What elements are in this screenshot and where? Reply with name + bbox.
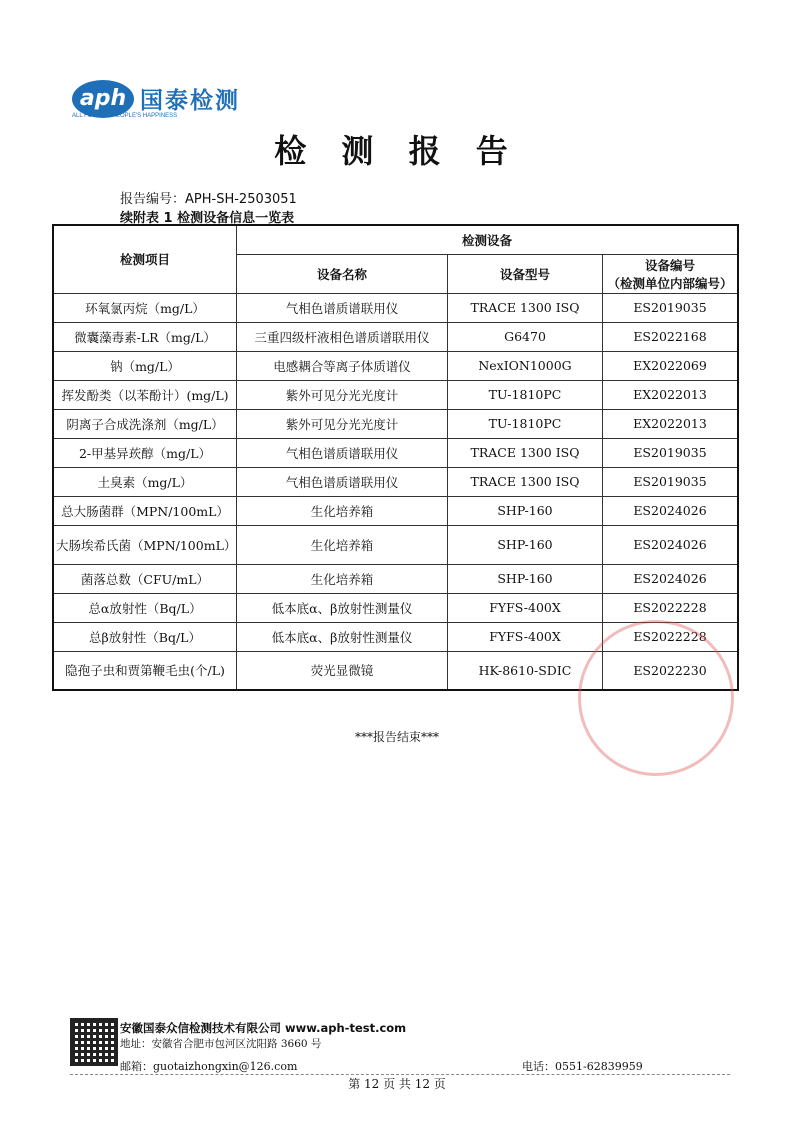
header-name: 设备名称 — [237, 254, 448, 293]
cell-code: ES2024026 — [603, 564, 739, 593]
table-row — [53, 293, 738, 322]
cell-code: EX2022069 — [603, 351, 739, 380]
cell-item: 阴离子合成洗涤剂（mg/L） — [53, 409, 237, 438]
cell-model: TRACE 1300 ISQ — [448, 438, 603, 467]
cell-name: 低本底α、β放射性测量仪 — [237, 622, 448, 651]
table-row — [53, 322, 738, 351]
table-row — [53, 380, 738, 409]
cell-code: EX2022013 — [603, 409, 739, 438]
cell-code: EX2022013 — [603, 380, 739, 409]
equipment-table — [52, 224, 739, 691]
table-row — [53, 564, 738, 593]
cell-code: ES2019035 — [603, 293, 739, 322]
header-equipment: 检测设备 — [237, 225, 739, 254]
cell-name: 三重四级杆液相色谱质谱联用仪 — [237, 322, 448, 351]
cell-item: 挥发酚类（以苯酚计）(mg/L) — [53, 380, 237, 409]
footer-phone: 电话：0551-62839959 — [522, 1060, 643, 1073]
cell-name: 气相色谱质谱联用仪 — [237, 293, 448, 322]
header-code — [603, 254, 739, 293]
cell-code: ES2019035 — [603, 467, 739, 496]
footer-address: 地址：安徽省合肥市包河区沈阳路 3660 号 — [120, 1038, 322, 1050]
cell-item: 大肠埃希氏菌（MPN/100mL） — [53, 525, 237, 564]
header-model: 设备型号 — [448, 254, 603, 293]
report-number: 报告编号：APH-SH-2503051 — [120, 192, 297, 207]
page-number: 第 12 页 共 12 页 — [348, 1077, 446, 1091]
footer-email: 邮箱：guotaizhongxin@126.com — [120, 1060, 298, 1073]
report-end-note: ***报告结束*** — [354, 730, 439, 744]
page-footer — [70, 1018, 730, 1078]
cell-item: 2-甲基异莰醇（mg/L） — [53, 438, 237, 467]
header-row-top — [53, 225, 738, 254]
cell-item: 菌落总数（CFU/mL） — [53, 564, 237, 593]
cell-name: 紫外可见分光光度计 — [237, 409, 448, 438]
footer-company: 安徽国泰众信检测技术有限公司 www.aph-test.com — [120, 1021, 407, 1035]
table-header — [53, 225, 738, 293]
table-caption: 续附表 1 检测设备信息一览表 — [120, 211, 295, 226]
cell-code: ES2022168 — [603, 322, 739, 351]
cell-model: TRACE 1300 ISQ — [448, 467, 603, 496]
cell-name: 气相色谱质谱联用仪 — [237, 438, 448, 467]
cell-name: 电感耦合等离子体质谱仪 — [237, 351, 448, 380]
cell-name: 生化培养箱 — [237, 564, 448, 593]
report-title: 检 测 报 告 — [274, 132, 520, 170]
cell-model: TU-1810PC — [448, 380, 603, 409]
cell-code: ES2022230 — [603, 651, 739, 690]
cell-code: ES2022228 — [603, 593, 739, 622]
cell-model: SHP-160 — [448, 496, 603, 525]
qr-code-icon — [70, 1018, 118, 1066]
table-row — [53, 351, 738, 380]
cell-item: 隐孢子虫和贾第鞭毛虫(个/L) — [53, 651, 237, 690]
cell-model: HK-8610-SDIC — [448, 651, 603, 690]
cell-item: 钠（mg/L） — [53, 351, 237, 380]
table-row — [53, 467, 738, 496]
cell-model: FYFS-400X — [448, 622, 603, 651]
cell-model: G6470 — [448, 322, 603, 351]
header-item: 检测项目 — [53, 225, 237, 293]
header-code-line1: 设备编号 — [644, 257, 695, 273]
cell-item: 总α放射性（Bq/L） — [53, 593, 237, 622]
cell-item: 环氧氯丙烷（mg/L） — [53, 293, 237, 322]
cell-model: NexION1000G — [448, 351, 603, 380]
cell-model: TRACE 1300 ISQ — [448, 293, 603, 322]
table-row — [53, 525, 738, 564]
cell-name: 生化培养箱 — [237, 496, 448, 525]
cell-item: 总β放射性（Bq/L） — [53, 622, 237, 651]
cell-name: 低本底α、β放射性测量仪 — [237, 593, 448, 622]
cell-name: 生化培养箱 — [237, 525, 448, 564]
company-logo — [72, 80, 272, 126]
cell-model: SHP-160 — [448, 525, 603, 564]
header-code-line2: （检测单位内部编号） — [607, 275, 733, 291]
cell-model: TU-1810PC — [448, 409, 603, 438]
table-row — [53, 593, 738, 622]
aph-logo-mark: aph — [72, 80, 134, 118]
cell-item: 土臭素（mg/L） — [53, 467, 237, 496]
cell-item: 总大肠菌群（MPN/100mL） — [53, 496, 237, 525]
cell-code: ES2024026 — [603, 525, 739, 564]
table-row — [53, 438, 738, 467]
cell-model: FYFS-400X — [448, 593, 603, 622]
seal-stamp — [578, 620, 734, 776]
cell-code: ES2019035 — [603, 438, 739, 467]
cell-name: 气相色谱质谱联用仪 — [237, 467, 448, 496]
cell-name: 荧光显微镜 — [237, 651, 448, 690]
cell-code: ES2022228 — [603, 622, 739, 651]
cell-model: SHP-160 — [448, 564, 603, 593]
logo-company-name: 国泰检测 — [140, 88, 240, 114]
cell-code: ES2024026 — [603, 496, 739, 525]
cell-item: 微囊藻毒素-LR（mg/L） — [53, 322, 237, 351]
logo-slogan: ALL FOR THE PEOPLE'S HAPPINESS — [72, 113, 178, 119]
table-row — [53, 409, 738, 438]
cell-name: 紫外可见分光光度计 — [237, 380, 448, 409]
table-row — [53, 496, 738, 525]
